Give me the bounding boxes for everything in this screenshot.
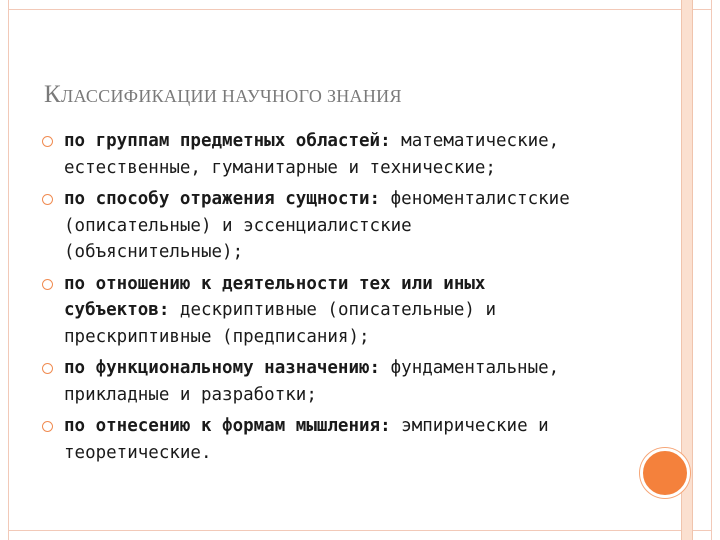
- slide-title: [44, 81, 402, 109]
- list-item: [40, 186, 600, 266]
- list-item: [40, 271, 600, 351]
- bullet-icon: [42, 194, 53, 205]
- item-heading: по отношению к деятельности тех или иных субъектов:: [64, 273, 486, 320]
- bullet-icon: [42, 421, 53, 432]
- item-text: эмпирические и теоретические.: [64, 416, 549, 463]
- item-text: феноменталистские (описательные) и эссенциалистские (объяснительные);: [64, 189, 570, 262]
- list-item: [40, 413, 600, 466]
- list-item: [40, 128, 600, 181]
- item-heading: по способу отражения сущности:: [64, 189, 381, 209]
- bullet-icon: [42, 363, 53, 374]
- item-heading: по отнесению к формам мышления:: [64, 416, 391, 436]
- decorative-circle: [640, 448, 690, 498]
- item-heading: по функциональному назначению:: [64, 358, 381, 378]
- item-heading: по группам предметных областей:: [64, 131, 391, 151]
- title-rest: ЛАССИФИКАЦИИ НАУЧНОГО ЗНАНИЯ: [60, 86, 402, 106]
- item-text: фундаментальные, прикладные и разработки;: [64, 358, 560, 405]
- item-text: дескриптивные (описательные) и прескриптивные (предписания);: [64, 300, 496, 347]
- list-item: [40, 355, 600, 408]
- bullet-icon: [42, 279, 53, 290]
- item-text: математические, естественные, гуманитарные и технические;: [64, 131, 560, 178]
- title-lead-letter: К: [44, 81, 61, 108]
- bullet-icon: [42, 136, 53, 147]
- bullet-list: [40, 128, 600, 471]
